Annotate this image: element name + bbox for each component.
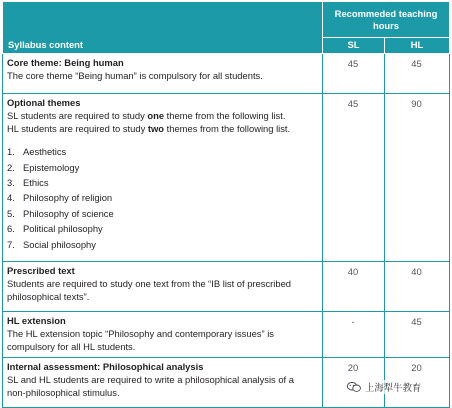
table-row-prescribed-text (3, 262, 450, 312)
row-text: philosophical texts”. (7, 290, 90, 302)
table-row-core-theme (3, 54, 450, 94)
wechat-logo-icon (347, 382, 361, 392)
sl-hours: 40 (323, 262, 385, 312)
row-text: Students are required to study one text from the “IB list of prescribed (7, 278, 291, 290)
table-row-hl-extension (3, 312, 450, 358)
row-title: Core theme: Being human (7, 57, 124, 68)
content-cell (3, 312, 323, 358)
list-item: 6. Political philosophy (7, 223, 103, 235)
row-text: non-philosophical stimulus. (7, 386, 120, 398)
list-item: 3. Ethics (7, 177, 49, 188)
sl-hours: 20 (323, 358, 385, 408)
row-text: The HL extension topic “Philosophy and contemporary issues” is (7, 328, 274, 340)
row-text: The core theme “Being human” is compulsory for all students. (7, 70, 263, 82)
list-item: 4. Philosophy of religion (7, 192, 113, 204)
row-text: SL students are required to study one theme from the following list. (7, 110, 286, 122)
hl-hours: 20 (385, 358, 450, 408)
content-cell (3, 262, 323, 312)
hl-hours: 45 (385, 54, 450, 94)
table-row-optional-themes (3, 94, 450, 262)
watermark (345, 380, 423, 394)
content-cell (3, 54, 323, 94)
content-cell (3, 358, 323, 408)
row-title: Prescribed text (7, 265, 75, 276)
watermark-text: 上海犁牛教育 (365, 382, 422, 393)
row-text: SL and HL students are required to write a philosophical analysis of a (7, 374, 294, 386)
sl-hours: - (323, 312, 385, 358)
sl-hours: 45 (323, 94, 385, 262)
row-text: HL students are required to study two themes from the following list. (7, 122, 291, 134)
row-title: Internal assessment: Philosophical analysis (7, 361, 204, 372)
list-item: 5. Philosophy of science (7, 207, 114, 219)
recommended-hours-header: Recommeded teaching hours (323, 2, 450, 38)
hl-hours: 45 (385, 312, 450, 358)
themes-list (7, 146, 317, 254)
hl-header: HL (385, 38, 450, 54)
content-cell (3, 94, 323, 262)
hl-hours: 90 (385, 94, 450, 262)
row-title: Optional themes (7, 97, 81, 108)
list-item: 2. Epistemology (7, 161, 80, 173)
syllabus-content-header: Syllabus content (3, 2, 323, 54)
row-title: HL extension (7, 315, 66, 326)
list-item: 7. Social philosophy (7, 238, 96, 250)
sl-hours: 45 (323, 54, 385, 94)
sl-header: SL (323, 38, 385, 54)
row-text: compulsory for all HL students. (7, 340, 136, 352)
hl-hours: 40 (385, 262, 450, 312)
list-item: 1. Aesthetics (7, 146, 67, 158)
syllabus-table (2, 1, 450, 408)
